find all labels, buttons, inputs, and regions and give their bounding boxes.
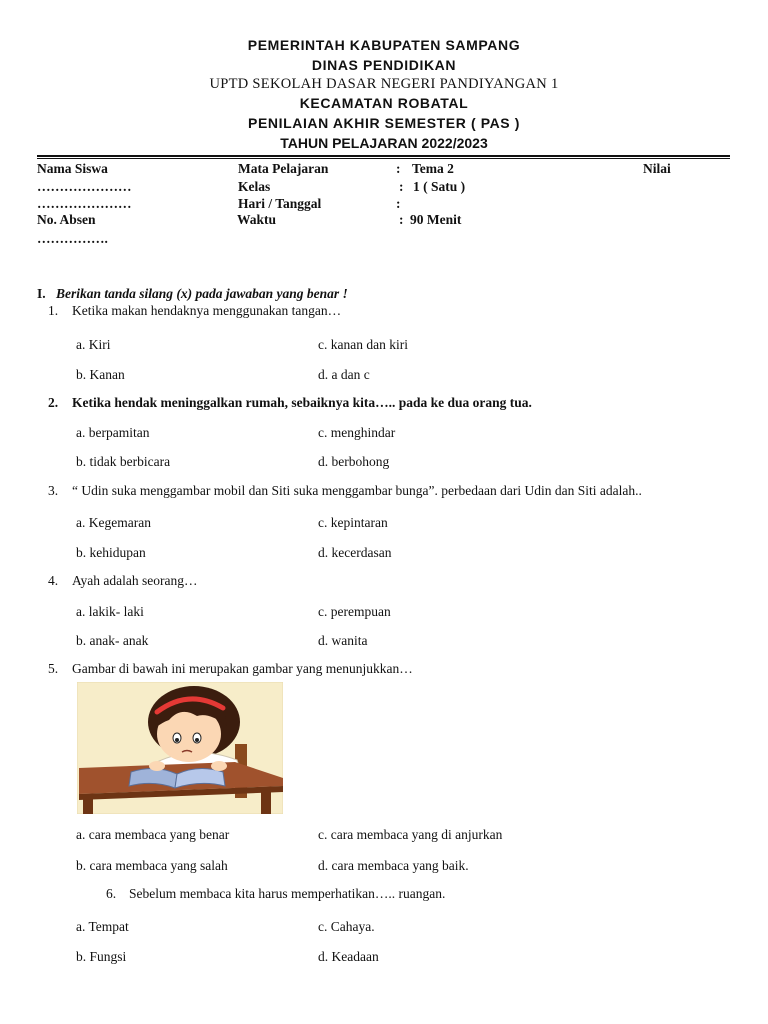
option-c[interactable]: c. kanan dan kiri <box>318 337 408 352</box>
question-number: 4. <box>48 573 59 588</box>
option-b[interactable]: b. tidak berbicara <box>76 454 171 469</box>
label-nilai: Nilai <box>643 161 671 176</box>
header-department: DINAS PENDIDIKAN <box>311 57 457 73</box>
question-text: Sebelum membaca kita harus memperhatikan….. ruangan. <box>129 886 446 901</box>
dots-nama-2: ………………… <box>37 196 132 211</box>
header-district: KECAMATAN ROBATAL <box>299 95 469 111</box>
label-kelas: Kelas <box>238 179 271 194</box>
header-exam-title: PENILAIAN AKHIR SEMESTER ( PAS ) <box>248 115 520 131</box>
question-number: 3. <box>48 483 59 498</box>
pupil-icon <box>175 738 179 742</box>
question-text: Ayah adalah seorang… <box>72 573 198 588</box>
colon: : <box>396 196 401 211</box>
option-c[interactable]: c. perempuan <box>318 604 391 619</box>
option-d[interactable]: d. kecerdasan <box>318 545 392 560</box>
question-number: 1. <box>48 303 59 318</box>
option-b[interactable]: b. anak- anak <box>76 633 149 648</box>
section-instruction: Berikan tanda silang (x) pada jawaban yang benar ! <box>56 286 348 301</box>
option-b[interactable]: b. kehidupan <box>76 545 146 560</box>
table-leg-icon <box>83 798 93 814</box>
header-divider-thin <box>37 158 730 159</box>
question-text: Ketika hendak meninggalkan rumah, sebaiknya kita….. pada ke dua orang tua. <box>72 395 532 410</box>
table-leg-icon <box>261 790 271 814</box>
option-a[interactable]: a. Kegemaran <box>76 515 151 530</box>
question-number: 6. <box>106 886 117 901</box>
value-kelas: 1 ( Satu ) <box>413 179 466 194</box>
option-b[interactable]: b. Kanan <box>76 367 125 382</box>
dots-no-absen: ……………. <box>37 231 108 246</box>
option-a[interactable]: a. lakik- laki <box>76 604 144 619</box>
option-d[interactable]: d. cara membaca yang baik. <box>318 858 469 873</box>
value-waktu: 90 Menit <box>410 212 462 227</box>
option-a[interactable]: a. cara membaca yang benar <box>76 827 230 842</box>
colon: : <box>399 212 404 227</box>
label-mata-pelajaran: Mata Pelajaran <box>238 161 329 176</box>
option-d[interactable]: d. a dan c <box>318 367 370 382</box>
label-hari-tanggal: Hari / Tanggal <box>238 196 322 211</box>
option-c[interactable]: c. menghindar <box>318 425 396 440</box>
option-a[interactable]: a. Kiri <box>76 337 111 352</box>
option-d[interactable]: d. Keadaan <box>318 949 379 964</box>
colon: : <box>399 179 404 194</box>
girl-reading-illustration <box>77 682 283 814</box>
value-mata-pelajaran: Tema 2 <box>412 161 454 176</box>
label-no-absen: No. Absen <box>37 212 96 227</box>
header-school: UPTD SEKOLAH DASAR NEGERI PANDIYANGAN 1 <box>209 76 559 92</box>
option-b[interactable]: b. cara membaca yang salah <box>76 858 228 873</box>
option-b[interactable]: b. Fungsi <box>76 949 127 964</box>
header-government: PEMERINTAH KABUPATEN SAMPANG <box>247 37 521 53</box>
question-text: “ Udin suka menggambar mobil dan Siti suka menggambar bunga”. perbedaan dari Udin dan Siti adalah.. <box>72 483 642 498</box>
option-c[interactable]: c. kepintaran <box>318 515 388 530</box>
header-divider <box>37 155 730 157</box>
option-d[interactable]: d. wanita <box>318 633 368 648</box>
header-academic-year: TAHUN PELAJARAN 2022/2023 <box>280 135 488 151</box>
hand-icon <box>211 761 227 771</box>
colon: : <box>396 161 401 176</box>
option-a[interactable]: a. Tempat <box>76 919 129 934</box>
question-number: 5. <box>48 661 59 676</box>
question-number: 2. <box>48 395 59 410</box>
label-nama-siswa: Nama Siswa <box>37 161 108 176</box>
question-text: Ketika makan hendaknya menggunakan tangan… <box>72 303 342 318</box>
dots-nama-1: ………………… <box>37 179 132 194</box>
option-c[interactable]: c. Cahaya. <box>318 919 375 934</box>
option-d[interactable]: d. berbohong <box>318 454 390 469</box>
option-c[interactable]: c. cara membaca yang di anjurkan <box>318 827 503 842</box>
pupil-icon <box>195 738 199 742</box>
section-numeral: I. <box>37 286 46 301</box>
question-text: Gambar di bawah ini merupakan gambar yang menunjukkan… <box>72 661 413 676</box>
hand-icon <box>149 761 165 771</box>
label-waktu: Waktu <box>237 212 277 227</box>
option-a[interactable]: a. berpamitan <box>76 425 150 440</box>
